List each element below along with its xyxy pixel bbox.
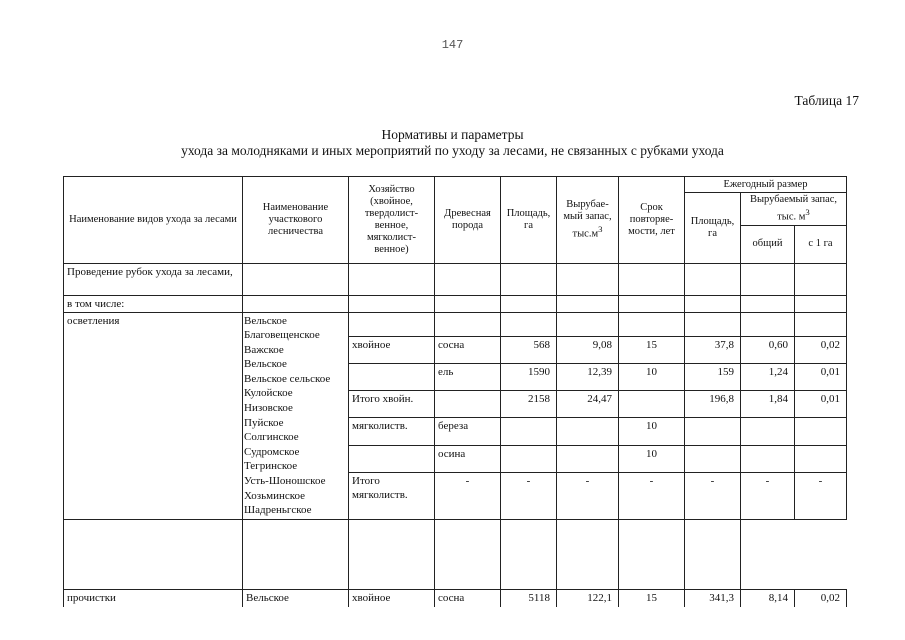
header-annual-volume: Вырубаемый запас, тыс. $м^3$ (741, 193, 847, 226)
header-period: Срок повторяе-мости, лет (619, 177, 685, 264)
cell-period: 10 (619, 363, 685, 390)
district-name: Судромское (244, 445, 300, 458)
header-annual: Ежегодный размер (685, 177, 847, 193)
cell-volume: 122,1 (557, 589, 619, 607)
cell-annual-per-ha: - (795, 472, 847, 519)
cell-district: Вельское (243, 589, 349, 607)
cell-kind: осветления (64, 312, 243, 519)
cell-annual-area: 37,8 (685, 336, 741, 363)
cell-period: 15 (619, 589, 685, 607)
cell-annual-total: - (741, 472, 795, 519)
cell-volume: 24,47 (557, 391, 619, 418)
header-farm: Хозяйство (хвойное, твердолист-венное, мягколист-венное) (349, 177, 435, 264)
header-area: Площадь, га (501, 177, 557, 264)
cell-annual-area: 196,8 (685, 391, 741, 418)
cell-annual-total: 8,14 (741, 589, 795, 607)
cell-period: - (619, 472, 685, 519)
table-row (64, 589, 847, 607)
cell-species: береза (435, 418, 501, 445)
table-title (0, 127, 905, 159)
cell-farm: хвойное (349, 589, 435, 607)
cell-kind: Проведение рубок ухода за лесами, (64, 263, 243, 295)
table-row (64, 519, 847, 589)
table-row (64, 263, 847, 295)
title-line-1: Нормативы и параметры (381, 127, 524, 142)
district-name: Важское (244, 343, 284, 356)
header-species: Древесная порода (435, 177, 501, 264)
cell-area: 1590 (501, 363, 557, 390)
district-name: Тегринское (244, 460, 298, 473)
cell-species: - (435, 472, 501, 519)
table-row (64, 295, 847, 312)
cell-farm: Итого мягколиств. (349, 472, 435, 519)
cell-period: 15 (619, 336, 685, 363)
cell-annual-per-ha: 0,02 (795, 589, 847, 607)
cell-volume: 12,39 (557, 363, 619, 390)
district-name: Вельское (244, 358, 287, 371)
cell-area: 2158 (501, 391, 557, 418)
cell-kind: в том числе: (64, 295, 243, 312)
cell-kind: прочистки (64, 589, 243, 607)
district-name: Вельское сельское (244, 372, 331, 385)
cell-farm: Итого хвойн. (349, 391, 435, 418)
cell-annual-total: 1,24 (741, 363, 795, 390)
cell-annual-per-ha: 0,02 (795, 336, 847, 363)
header-annual-per-ha: с 1 га (795, 225, 847, 263)
cell-farm: хвойное (349, 336, 435, 363)
header-district: Наименование участкового лесничества (243, 177, 349, 264)
cell-species: сосна (435, 589, 501, 607)
page-number: 147 (441, 38, 464, 52)
cell-volume: - (557, 472, 619, 519)
header-annual-total: общий (741, 225, 795, 263)
cell-species: сосна (435, 336, 501, 363)
district-name: Солгинское (244, 431, 299, 444)
district-name: Шадреньгское (244, 504, 312, 517)
cell-annual-area: 341,3 (685, 589, 741, 607)
cell-annual-per-ha: 0,01 (795, 391, 847, 418)
header-annual-area: Площадь, га (685, 193, 741, 264)
cell-species: осина (435, 445, 501, 472)
district-name: Благовещенское (244, 329, 320, 342)
header-volume: Вырубае-мый запас, $тыс.м^3$ (557, 177, 619, 264)
cell-annual-total: 0,60 (741, 336, 795, 363)
norms-table (63, 176, 847, 607)
cell-districts (243, 312, 349, 519)
cell-period: 10 (619, 445, 685, 472)
cell-area: 5118 (501, 589, 557, 607)
district-name: Хозьминское (244, 489, 306, 502)
cell-species: ель (435, 363, 501, 390)
cell-area: - (501, 472, 557, 519)
district-name: Кулойское (244, 387, 293, 400)
district-name: Низовское (244, 402, 293, 415)
cell-annual-total: 1,84 (741, 391, 795, 418)
table-row (64, 312, 847, 336)
cell-annual-area: - (685, 472, 741, 519)
header-kind: Наименование видов ухода за лесами (64, 177, 243, 264)
table-label: Таблица 17 (794, 93, 859, 108)
cell-area: 568 (501, 336, 557, 363)
cell-annual-per-ha: 0,01 (795, 363, 847, 390)
cell-volume: 9,08 (557, 336, 619, 363)
cell-annual-area: 159 (685, 363, 741, 390)
cell-farm: мягколиств. (349, 418, 435, 445)
district-name: Вельское (244, 314, 287, 327)
title-line-2: ухода за молодняками и иных мероприятий по уходу за лесами, не связанных с рубками ухода (181, 143, 724, 158)
district-name: Усть-Шоношское (244, 475, 326, 488)
district-name: Пуйское (244, 416, 284, 429)
cell-period: 10 (619, 418, 685, 445)
